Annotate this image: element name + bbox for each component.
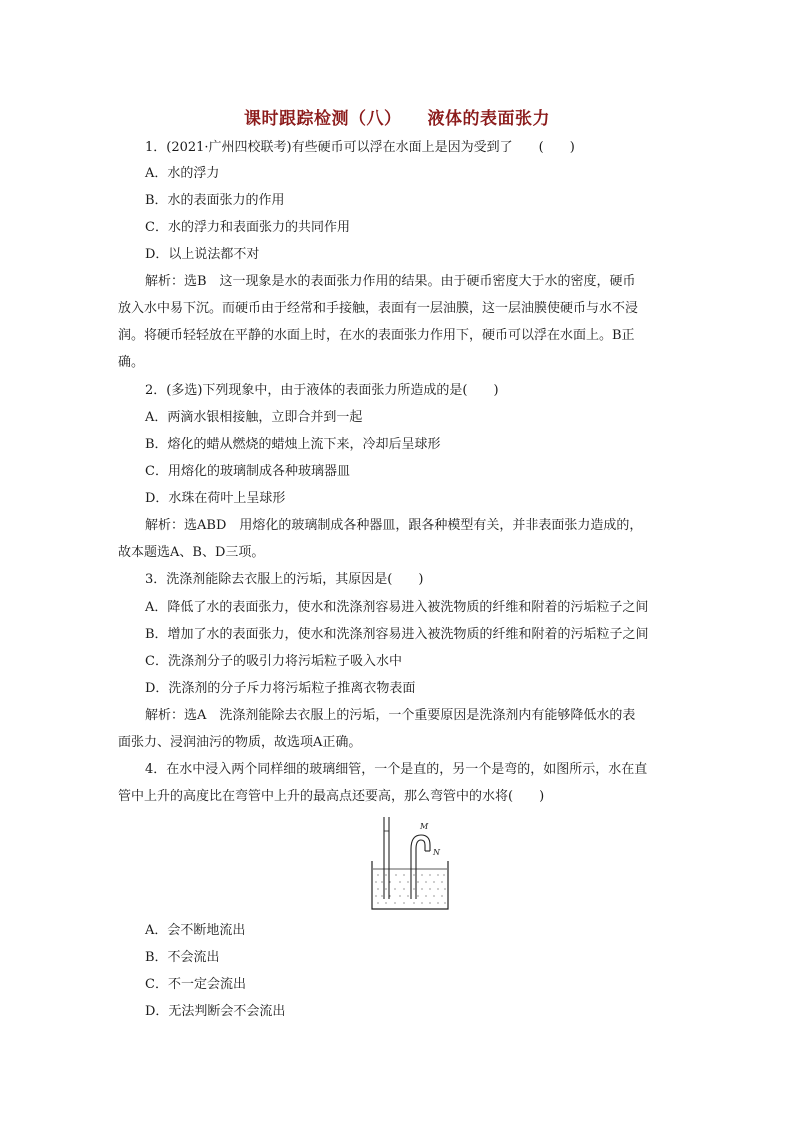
question-4-option-b: B．不会流出 bbox=[145, 950, 220, 965]
question-4-option-c: C．不一定会流出 bbox=[145, 977, 246, 992]
question-2-analysis-line-1: 解析：选ABD 用熔化的玻璃制成各种器皿，跟各种模型有关，并非表面张力造成的， bbox=[145, 518, 643, 533]
question-1-option-a: A．水的浮力 bbox=[145, 166, 220, 181]
question-3-analysis-line-2: 面张力、浸润油污的物质，故选项A正确。 bbox=[118, 735, 362, 750]
question-2-analysis-line-2: 故本题选A、B、D三项。 bbox=[118, 545, 265, 560]
question-4-stem-line-2: 管中上升的高度比在弯管中上升的最高点还要高，那么弯管中的水将( ) bbox=[118, 789, 545, 804]
question-1-option-b: B．水的表面张力的作用 bbox=[145, 193, 285, 208]
question-4-option-a: A．会不断地流出 bbox=[145, 923, 246, 938]
question-3-option-a: A．降低了水的表面张力，使水和洗涤剂容易进入被洗物质的纤维和附着的污垢粒子之间 bbox=[145, 600, 649, 615]
question-2-stem: 2．(多选)下列现象中，由于液体的表面张力所造成的是( ) bbox=[145, 383, 499, 398]
question-1-analysis-line-3: 润。将硬币轻轻放在平静的水面上时，在水的表面张力作用下，硬币可以浮在水面上。B正 bbox=[118, 328, 635, 343]
question-4-option-d: D．无法判断会不会流出 bbox=[145, 1004, 286, 1019]
capillary-tube-figure bbox=[364, 815, 456, 911]
question-1-option-c: C．水的浮力和表面张力的共同作用 bbox=[145, 220, 350, 235]
question-2-option-b: B．熔化的蜡从燃烧的蜡烛上流下来，冷却后呈球形 bbox=[145, 437, 441, 452]
title-right: 液体的表面张力 bbox=[427, 109, 550, 129]
question-3-stem: 3．洗涤剂能除去衣服上的污垢，其原因是( ) bbox=[145, 572, 424, 587]
label-n: N bbox=[433, 848, 440, 857]
question-2-option-a: A．两滴水银相接触，立即合并到一起 bbox=[145, 410, 363, 425]
question-3-option-b: B．增加了水的表面张力，使水和洗涤剂容易进入被洗物质的纤维和附着的污垢粒子之间 bbox=[145, 627, 649, 642]
question-3-option-c: C．洗涤剂分子的吸引力将污垢粒子吸入水中 bbox=[145, 654, 402, 669]
question-3-option-d: D．洗涤剂的分子斥力将污垢粒子推离衣物表面 bbox=[145, 681, 416, 696]
question-1-analysis-line-2: 放入水中易下沉。而硬币由于经常和手接触，表面有一层油膜，这一层油膜使硬币与水不浸 bbox=[118, 301, 639, 316]
beaker-outline bbox=[372, 861, 448, 909]
title-left: 课时跟踪检测（八） bbox=[244, 109, 402, 129]
question-4-stem-line-1: 4．在水中浸入两个同样细的玻璃细管，一个是直的，另一个是弯的，如图所示，水在直 bbox=[145, 762, 648, 777]
question-1-analysis-line-1: 解析：选B 这一现象是水的表面张力作用的结果。由于硬币密度大于水的密度，硬币 bbox=[145, 274, 636, 289]
page-title bbox=[0, 104, 794, 129]
question-2-option-c: C．用熔化的玻璃制成各种玻璃器皿 bbox=[145, 464, 350, 479]
straight-tube bbox=[384, 817, 389, 899]
question-1-stem: 1．(2021·广州四校联考)有些硬币可以浮在水面上是因为受到了 ( ) bbox=[145, 140, 575, 155]
label-m: M bbox=[420, 822, 429, 831]
question-2-option-d: D．水珠在荷叶上呈球形 bbox=[145, 491, 286, 506]
question-3-analysis-line-1: 解析：选A 洗涤剂能除去衣服上的污垢，一个重要原因是洗涤剂内有能够降低水的表 bbox=[145, 708, 636, 723]
question-1-option-d: D．以上说法都不对 bbox=[145, 247, 260, 262]
question-1-analysis-line-4: 确。 bbox=[118, 355, 145, 370]
